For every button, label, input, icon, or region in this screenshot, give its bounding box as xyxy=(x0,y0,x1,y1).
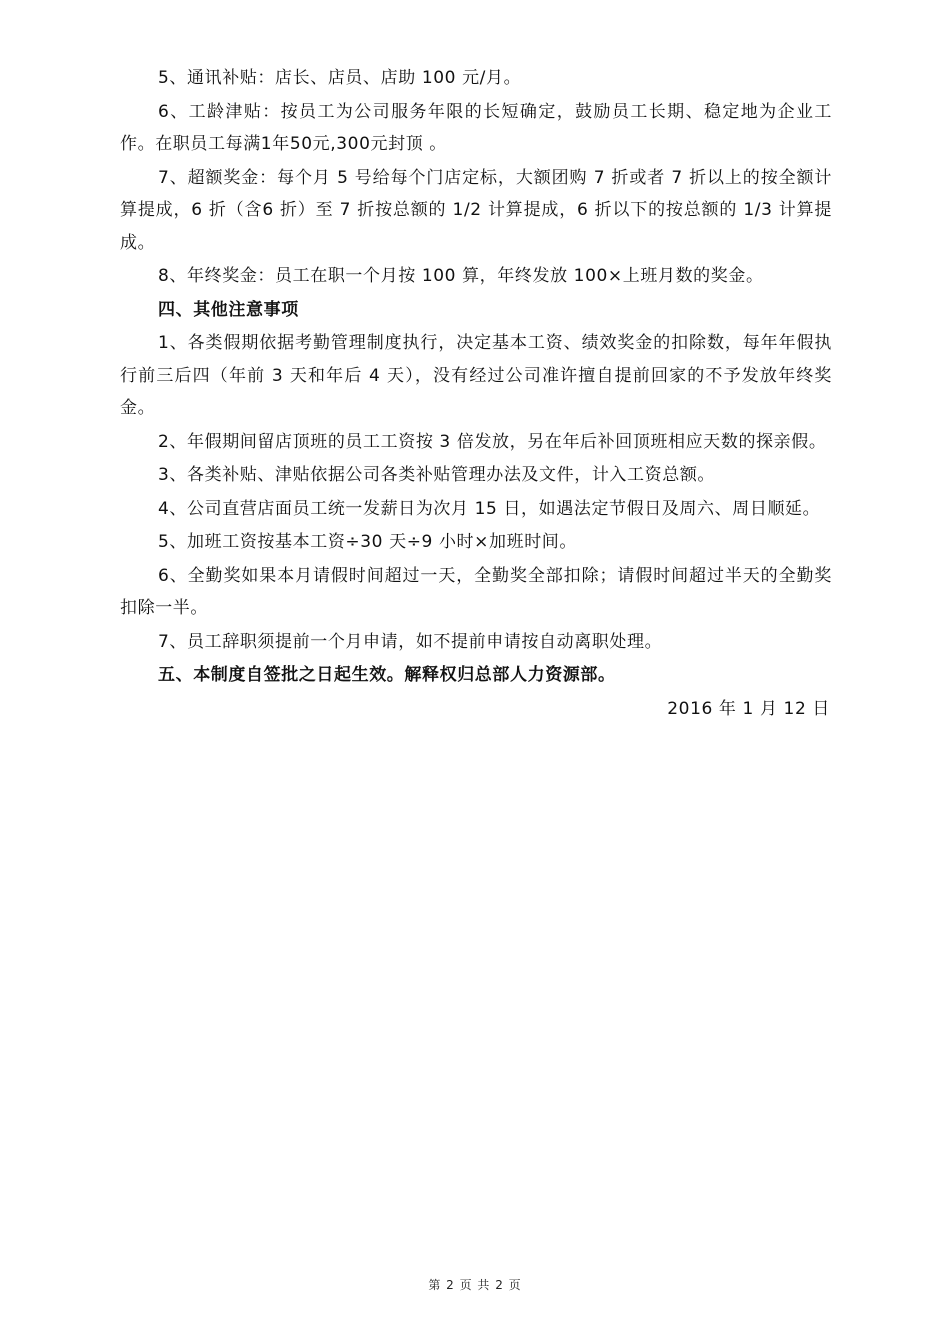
paragraph-excess-bonus: 7、超额奖金：每个月 5 号给每个门店定标，大额团购 7 折或者 7 折以上的按全额计算提成，6 折（含6 折）至 7 折按总额的 1/2 计算提成，6 折以下的按总额的 1/3 计算提成。 xyxy=(120,167,832,253)
paragraph-leave-policy: 1、各类假期依据考勤管理制度执行，决定基本工资、绩效奖金的扣除数，每年年假执行前三后四（年前 3 天和年后 4 天），没有经过公司准许擅自提前回家的不予发放年终奖金。 xyxy=(120,333,832,418)
paragraph-communication-subsidy: 5、通讯补贴：店长、店员、店助 100 元/月。 xyxy=(158,68,522,88)
paragraph-holiday-pay: 2、年假期间留店顶班的员工工资按 3 倍发放，另在年后补回顶班相应天数的探亲假。 xyxy=(158,431,827,452)
paragraph-resignation: 7、员工辞职须提前一个月申请，如不提前申请按自动离职处理。 xyxy=(158,631,663,652)
paragraph-overtime-pay: 5、加班工资按基本工资÷30 天÷9 小时×加班时间。 xyxy=(158,532,578,552)
paragraph-seniority-allowance: 6、工龄津贴：按员工为公司服务年限的长短确定，鼓励员工长期、稳定地为企业工作。在职员工每满1年50元,300元封顶 。 xyxy=(120,101,832,154)
document-date: 2016 年 1 月 12 日 xyxy=(667,698,830,719)
document-body xyxy=(120,62,832,725)
paragraph-payday: 4、公司直营店面员工统一发薪日为次月 15 日，如遇法定节假日及周六、周日顺延。 xyxy=(158,498,821,519)
page-footer: 第 2 页 共 2 页 xyxy=(428,1278,522,1292)
paragraph-year-end-bonus: 8、年终奖金：员工在职一个月按 100 算，年终发放 100×上班月数的奖金。 xyxy=(158,266,764,286)
section-heading-effective: 五、本制度自签批之日起生效。解释权归总部人力资源部。 xyxy=(158,665,616,685)
paragraph-subsidies: 3、各类补贴、津贴依据公司各类补贴管理办法及文件，计入工资总额。 xyxy=(158,465,716,485)
section-heading-other-notes: 四、其他注意事项 xyxy=(158,299,299,320)
paragraph-attendance-bonus: 6、全勤奖如果本月请假时间超过一天，全勤奖全部扣除；请假时间超过半天的全勤奖扣除一半。 xyxy=(120,565,832,618)
